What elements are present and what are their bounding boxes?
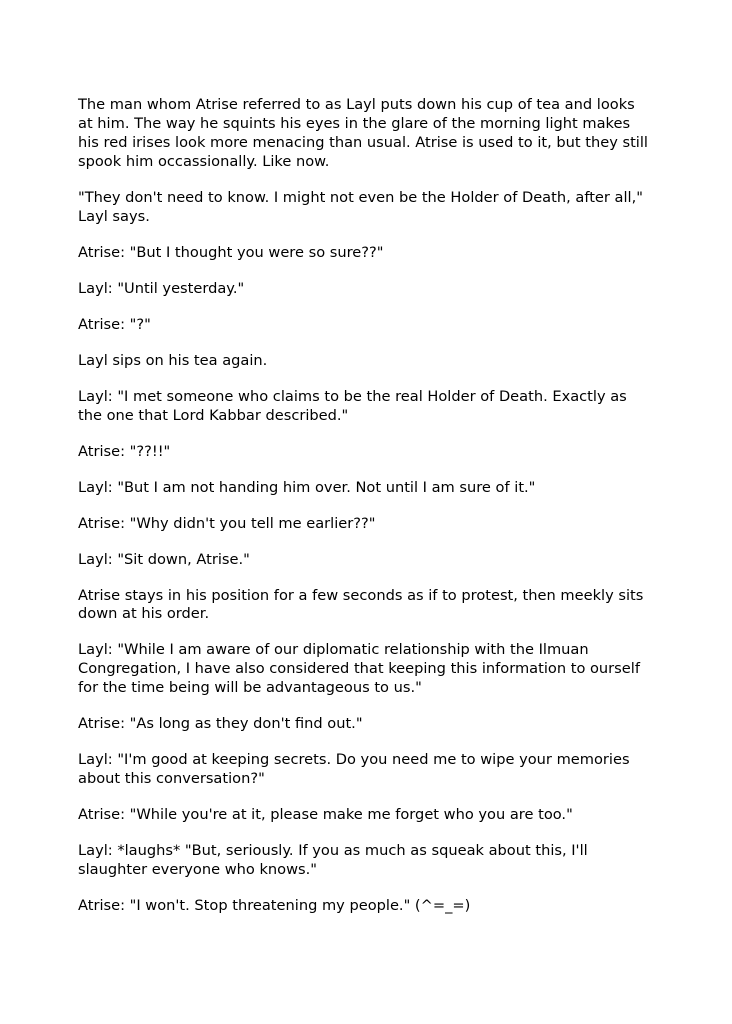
document-text-body	[78, 96, 654, 916]
paragraph: Layl sips on his tea again.	[78, 351, 268, 369]
paragraph: Atrise: "As long as they don't find out."	[78, 715, 363, 733]
paragraph: Layl: "I'm good at keeping secrets. Do you need me to wipe your memories about this conversation?"	[78, 751, 635, 788]
paragraph: Layl: "While I am aware of our diplomatic relationship with the Ilmuan Congregation, I have also considered that keeping this information to ourself for the time being will be advantageous to us."	[78, 641, 645, 697]
paragraph: Atrise: "While you're at it, please make me forget who you are too."	[78, 806, 573, 824]
paragraph: Atrise: "I won't. Stop threatening my people." (^=_=)	[78, 897, 471, 915]
paragraph: Layl: "Until yesterday."	[78, 279, 245, 297]
paragraph: Layl: *laughs* "But, seriously. If you as much as squeak about this, I'll slaughter everyone who knows."	[78, 842, 593, 879]
paragraph: Atrise: "?"	[78, 315, 151, 333]
paragraph: Atrise: "But I thought you were so sure??"	[78, 243, 384, 261]
paragraph: Atrise stays in his position for a few seconds as if to protest, then meekly sits down at his order.	[78, 586, 648, 623]
paragraph: Atrise: "Why didn't you tell me earlier??"	[78, 514, 376, 532]
paragraph: "They don't need to know. I might not even be the Holder of Death, after all," Layl says.	[78, 188, 648, 225]
paragraph: Atrise: "??!!"	[78, 442, 171, 460]
paragraph: Layl: "I met someone who claims to be the real Holder of Death. Exactly as the one that Lord Kabbar described."	[78, 387, 632, 424]
paragraph: The man whom Atrise referred to as Layl puts down his cup of tea and looks at him. The way he squints his eyes in the glare of the morning light makes his red irises look more menacing than usual. Atrise is used to it, but they still spook him occassionally. Like now.	[78, 96, 653, 170]
paragraph: Layl: "But I am not handing him over. Not until I am sure of it."	[78, 478, 536, 496]
paragraph: Layl: "Sit down, Atrise."	[78, 550, 250, 568]
